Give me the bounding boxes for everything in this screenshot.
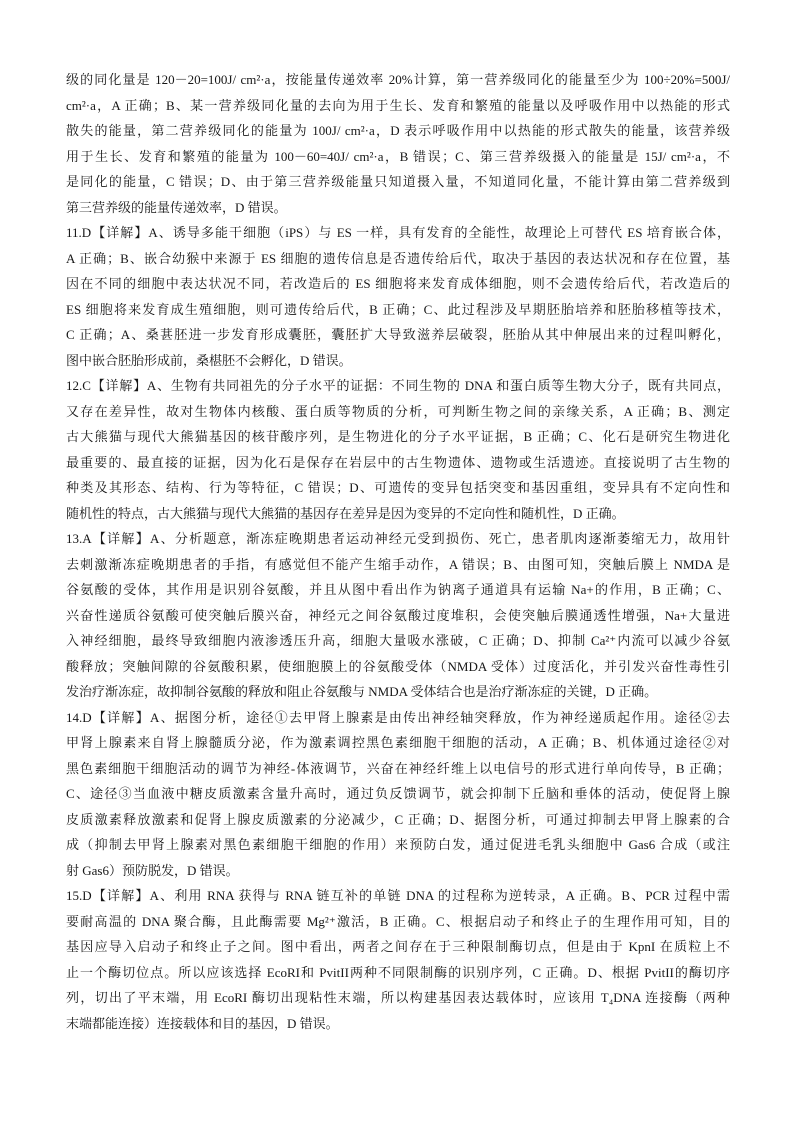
text-line: 发治疗渐冻症，故抑制谷氨酸的释放和阻止谷氨酸与 NMDA 受体结合也是治疗渐冻症的关键，D 正确。 [66,684,658,699]
text-line: 最重要的、最直接的证据，因为化石是保存在岩层中的古生物遗体、遗物或生活遗迹。直接说明了古生物的 [66,454,730,470]
text-line: cm²·a，A 正确；B、某一营养级同化量的去向为用于生长、发育和繁殖的能量以及呼吸作用中以热能的形式 [66,97,730,113]
text-line: 入神经细胞，最终导致细胞内液渗透压升高，细胞大量吸水涨破，C 正确；D、抑制 Ca²⁺内流可以减少谷氨 [66,633,730,648]
text-line: 皮质激素释放激素和促肾上腺皮质激素的分泌减少，C 正确；D、据图分析，可通过抑制去甲肾上腺素的合 [66,811,730,827]
text-line: 散失的能量，第二营养级同化的能量为 100J/ cm²·a，D 表示呼吸作用中以热能的形式散失的能量，该营养级 [66,123,730,138]
text-line: 是同化的能量，C 错误；D、由于第三营养级能量只知道摄入量，不知道同化量，不能计算由第二营养级到 [66,174,730,189]
paragraph-q14 [66,705,730,884]
text-line: 要耐高温的 DNA 聚合酶，且此酶需要 Mg²⁺激活，B 正确。C、根据启动子和终止子的生理作用可知，目的 [66,913,730,929]
text-line: 13.A【详解】A、分析题意，渐冻症晚期患者运动神经元受到损伤、死亡，患者肌肉逐渐萎缩无力，故用针 [66,531,730,546]
text-line: 去刺激渐冻症晚期患者的手指，有感觉但不能产生缩手动作，A 错误；B、由图可知，突触后膜上 NMDA 是 [66,556,730,572]
text-line: 谷氨酸的受体，其作用是识别谷氨酸，并且从图中看出作为钠离子通道具有运输 Na+的作用，B 正确；C、 [66,582,730,597]
text-line: A 正确；B、嵌合幼猴中来源于 ES 细胞的遗传信息是否遗传给后代，取决于基因的表达状况和存在位置，基 [66,250,730,266]
text-line: 种类及其形态、结构、行为等特征，C 错误；D、可遗传的变异包括突变和基因重组，变异具有不定向性和 [66,480,730,495]
text-line: 列，切出了平末端，用 EcoRI 酶切出现粘性末端，所以构建基因表达载体时，应该用 T₄DNA 连接酶（两种 [66,990,730,1005]
text-line: 随机性的特点，古大熊猫与现代大熊猫的基因存在差异是因为变异的不定向性和随机性，D 正确。 [66,505,625,521]
text-line: C 正确；A、桑葚胚进一步发育形成囊胚，囊胚扩大导致滋养层破裂，胚胎从其中伸展出来的过程叫孵化， [66,327,730,342]
text-line: 射 Gas6）预防脱发，D 错误。 [66,862,239,878]
text-line: 15.D【详解】A、利用 RNA 获得与 RNA 链互补的单链 DNA 的过程称为逆转录，A 正确。B、PCR 过程中需 [66,888,730,903]
paragraph-q15 [66,883,730,1036]
paragraph-q10-continuation [66,67,730,220]
paragraph-q11 [66,220,730,373]
text-line: 12.C【详解】A、生物有共同祖先的分子水平的证据：不同生物的 DNA 和蛋白质等生物大分子，既有共同点， [66,378,730,393]
text-line: 成（抑制去甲肾上腺素对黑色素细胞干细胞的作用）来预防白发，通过促进毛乳头细胞中 Gas6 合成（或注 [66,837,730,852]
text-line: 第三营养级的能量传递效率，D 错误。 [66,199,287,215]
text-line: 酸释放；突触间隙的谷氨酸积累，使细胞膜上的谷氨酸受体（NMDA 受体）过度活化，并引发兴奋性毒性引 [66,658,730,674]
text-line: 古大熊猫与现代大熊猫基因的核苷酸序列，是生物进化的分子水平证据，B 正确；C、化石是研究生物进化 [66,429,730,444]
text-line: 黑色素细胞干细胞活动的调节为神经-体液调节，兴奋在神经纤维上以电信号的形式进行单向传导，B 正确； [66,760,730,776]
text-line: 基因应导入启动子和终止子之间。图中看出，两者之间存在于三种限制酶切点，但是由于 KpnI 在质粒上不 [66,939,730,954]
text-line: 用于生长、发育和繁殖的能量为 100－60=40J/ cm²·a，B 错误；C、第三营养级摄入的能量是 15J/ cm²·a，不 [66,148,730,164]
answer-explanation-page [66,67,730,1036]
paragraph-q13 [66,526,730,705]
text-line: 图中嵌合胚胎形成前，桑椹胚不会孵化，D 错误。 [66,352,352,368]
text-line: C、途径③当血液中糖皮质激素含量升高时，通过负反馈调节，就会抑制下丘脑和垂体的活动，使促肾上腺 [66,786,730,801]
text-line: ES 细胞将来发育成生殖细胞，则可遗传给后代，B 正确；C、此过程涉及早期胚胎培养和胚胎移植等技术， [66,301,730,317]
text-line: 末端都能连接）连接载体和目的基因，D 错误。 [66,1015,339,1031]
text-line: 甲肾上腺素来自肾上腺髓质分泌，作为激素调控黑色素细胞干细胞的活动，A 正确；B、机体通过途径②对 [66,735,730,750]
text-line: 又存在差异性，故对生物体内核酸、蛋白质等物质的分析，可判断生物之间的亲缘关系，A 正确；B、测定 [66,403,730,419]
text-line: 11.D【详解】A、诱导多能干细胞（iPS）与 ES 一样，具有发育的全能性，故理论上可替代 ES 培育嵌合体， [66,225,730,240]
text-line: 级的同化量是 120－20=100J/ cm²·a，按能量传递效率 20%计算，第一营养级同化的能量至少为 100÷20%=500J/ [66,72,730,87]
text-line: 兴奋性递质谷氨酸可使突触后膜兴奋，神经元之间谷氨酸过度堆积，会使突触后膜通透性增强，Na+大量进 [66,607,730,623]
paragraph-q12 [66,373,730,526]
text-line: 14.D【详解】A、据图分析，途径①去甲肾上腺素是由传出神经轴突释放，作为神经递质起作用。途径②去 [66,709,730,725]
text-line: 因在不同的细胞中表达状况不同，若改造后的 ES 细胞将来发育成体细胞，则不会遗传给后代，若改造后的 [66,276,730,291]
text-line: 止一个酶切位点。所以应该选择 EcoRI和 PvitII两种不同限制酶的识别序列，C 正确。D、根据 PvitII的酶切序 [66,964,730,980]
